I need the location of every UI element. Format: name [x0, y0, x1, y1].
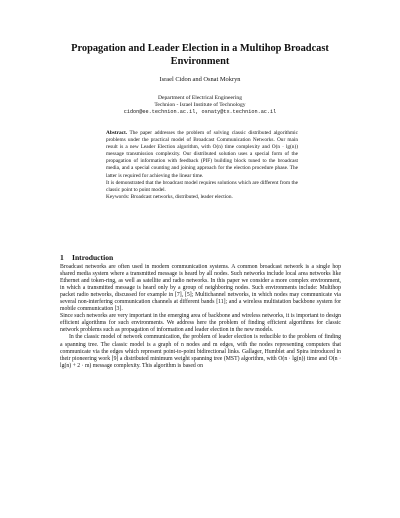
section-title: Introduction [72, 253, 114, 262]
keywords-line [106, 194, 298, 201]
abstract-text-2: It is demonstrated that the broadcast model requires solutions which are different from the classic point to point model. [106, 179, 298, 193]
affiliation-institute: Technion - Israel Institute of Technology [154, 102, 246, 109]
paper-title: Propagation and Leader Election in a Multihop Broadcast Environment [71, 43, 329, 67]
section-body [60, 264, 341, 370]
body-paragraph: Since such networks are very important in the emerging area of backbone and wireless networks, it is important to design efficient algorithms for such environments. We address here the problem of finding efficient algorithms for classic network problems such as propagation of information and leader election in the new models. [60, 313, 341, 334]
affiliation-emails: cidon@ee.technion.ac.il, osnaty@tx.technion.ac.il [123, 109, 277, 116]
abstract-text: The paper addresses the problem of solving classic distributed algorithmic problems under the practical model of Broadcast Communication Networks. Our main result is a new Leader Election algorithm, with O(n) time complexity and O(n · lg(n)) message transmission complexity. Our distributed solution uses a special form of the propagation of information with feedback (PIF) building block tuned to the broadcast media, and a special counting and joining approach for the election procedure phase. The latter is required for achieving the linear time. [106, 130, 298, 179]
keywords-text: Broadcast networks, distributed, leader election. [130, 193, 233, 200]
body-paragraph: In the classic model of network communication, the problem of leader election is reducible to the problem of finding a spanning tree. The classic model is a graph of n nodes and m edges, with the nodes representing computers that communicate via the edges which represent point-to-point bidirectional links. Gallager, Humblet and Spira introduced in their pioneering work [9] a distributed minimum weight spanning tree (MST) algorithm, with O(n · lg(n)) time and O(n · lg(n) + 2 · m) message complexity. This algorithm is based on [60, 334, 341, 369]
abstract-label: Abstract. [106, 130, 128, 136]
abstract-block [106, 130, 298, 201]
abstract-paragraph [106, 130, 298, 180]
keywords-label: Keywords: [106, 193, 130, 200]
section-heading [60, 253, 340, 262]
author-affiliation [60, 95, 340, 117]
paper-authors: Israel Cidon and Osnat Mokryn [159, 76, 241, 83]
affiliation-department: Department of Electrical Engineering [157, 95, 243, 101]
section-number: 1 [60, 253, 64, 262]
body-paragraph: Broadcast networks are often used in modern communication systems. A common broadcast network is a single hop shared media system where a transmitted message is heard by all nodes. Such networks include local area networks like Ethernet and token-ring, as well as satellite and radio networks. In this paper we consider a more complex environment, in which a transmitted message is heard only by a group of neighboring nodes. Such environments include: Multihop packet radio networks, discussed for example in [7], [5]; Multichannel networks, in which nodes may communicate via several non-interfering communication channels at different bands [11]; and a wireless multistation backbone system for mobile communication [3]. [60, 264, 341, 313]
